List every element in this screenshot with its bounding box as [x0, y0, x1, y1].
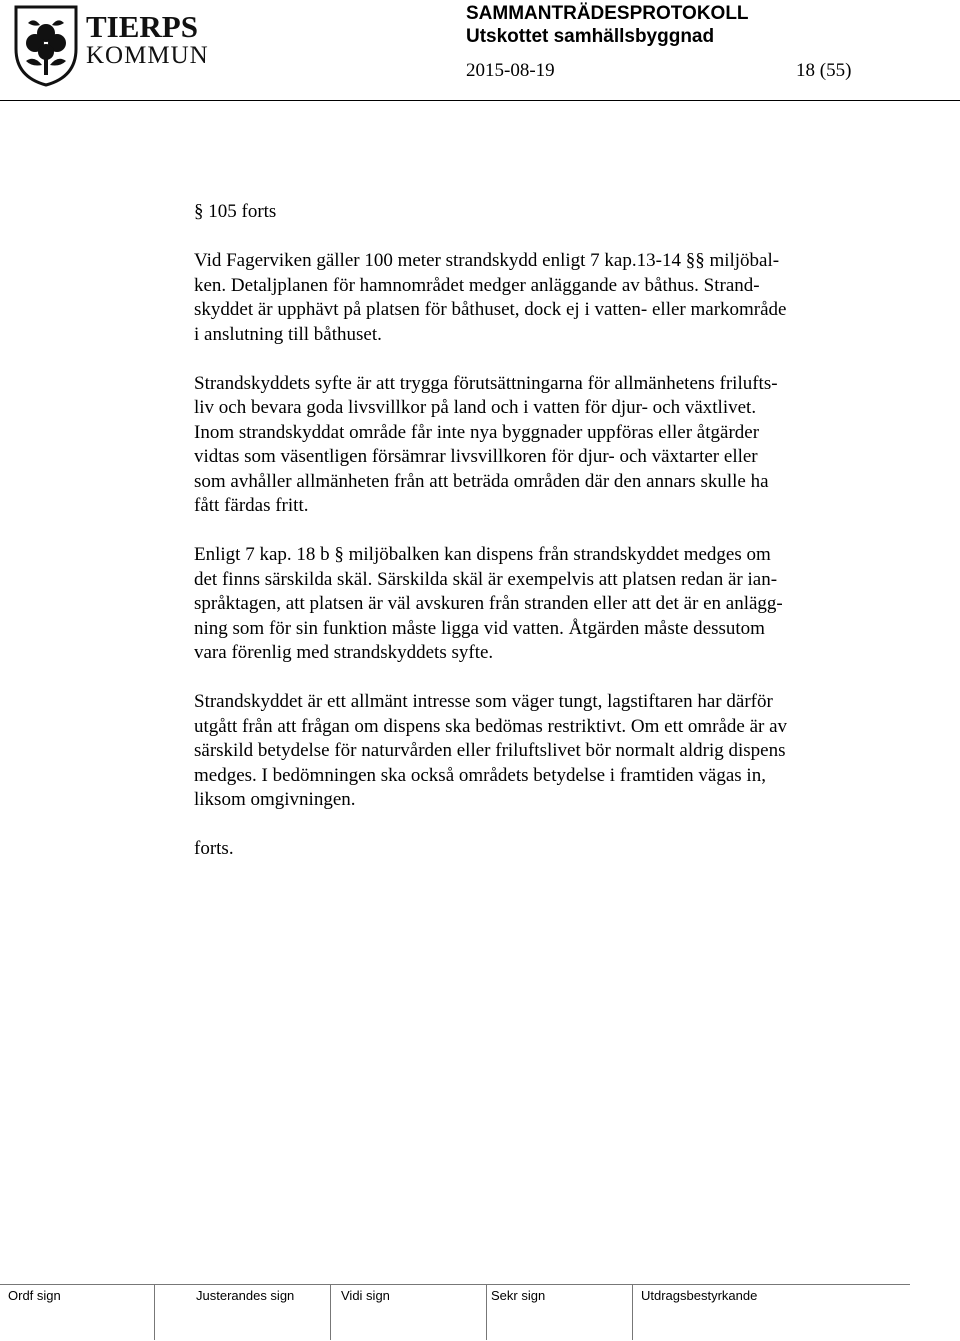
- document-title: SAMMANTRÄDESPROTOKOLL: [466, 3, 749, 24]
- text-line: Vid Fagerviken gäller 100 meter strandskydd enligt 7 kap.13-14 §§ miljöbal-: [194, 250, 780, 271]
- text-line: i anslutning till båthuset.: [194, 323, 382, 345]
- paragraph-dispensation: [194, 543, 874, 666]
- footer-label: Utdragsbestyrkande: [641, 1288, 758, 1303]
- text-line: särskild betydelse för naturvården eller friluftslivet bör normalt aldrig dispens: [194, 740, 786, 761]
- footer-cell-vidi-sign: [330, 1285, 486, 1340]
- text-line: liksom omgivningen.: [194, 789, 356, 810]
- text-line: vidtas som väsentligen försämrar livsvillkoren för djur- och växtarter eller: [194, 446, 758, 467]
- text-line: fått färdas fritt.: [194, 495, 309, 516]
- text-line: ning som för sin funktion måste ligga vid vatten. Åtgärden måste dessutom: [194, 617, 765, 639]
- text-line: skyddet är upphävt på platsen för båthuset, dock ej i vatten- eller markområde: [194, 299, 787, 320]
- text-line: som avhåller allmänheten från att beträda områden där den annars skulle ha: [194, 470, 769, 492]
- committee-name: Utskottet samhällsbyggnad: [466, 26, 715, 47]
- signature-footer: [0, 1284, 910, 1340]
- footer-cell-secretary-sign: [486, 1285, 632, 1340]
- text-line: utgått från att frågan om dispens ska bedömas restriktivt. Om ett område är av: [194, 715, 788, 737]
- text-line: språktagen, att platsen är väl avskuren från stranden eller att det är en anlägg-: [194, 593, 783, 614]
- paragraph-public-interest: [194, 690, 874, 813]
- meeting-date: 2015-08-19: [466, 60, 555, 81]
- footer-cell-adjuster-sign: [154, 1285, 330, 1340]
- text-line: ken. Detaljplanen för hamnområdet medger anläggande av båthus. Strand-: [194, 274, 760, 296]
- header-divider: [0, 100, 960, 101]
- text-line: det finns särskilda skäl. Särskilda skäl är exempelvis att platsen redan är ian-: [194, 568, 778, 590]
- footer-label: Sekr sign: [491, 1288, 546, 1303]
- footer-cell-extract-certification: [632, 1285, 910, 1340]
- logo-text-line1: TIERPS: [86, 9, 198, 44]
- continued-note: [194, 837, 874, 862]
- footer-cell-chair-sign: [0, 1285, 154, 1340]
- text-line: Strandskyddets syfte är att trygga förutsättningarna för allmänhetens frilufts-: [194, 372, 778, 394]
- protocol-body: [194, 200, 874, 862]
- paragraph-purpose: [194, 372, 874, 519]
- footer-label: Vidi sign: [341, 1288, 390, 1303]
- text-line: Inom strandskyddat område får inte nya byggnader uppföras eller åtgärder: [194, 421, 760, 443]
- footer-label: Justerandes sign: [196, 1288, 295, 1303]
- municipality-logo: [10, 3, 220, 87]
- text-line: forts.: [194, 838, 234, 859]
- page-number: 18 (55): [796, 60, 852, 81]
- logo-text-line2: KOMMUN: [86, 42, 209, 69]
- paragraph-fagerviken: [194, 249, 874, 347]
- text-line: vara förenlig med strandskyddets syfte.: [194, 642, 494, 663]
- footer-label: Ordf sign: [8, 1288, 61, 1303]
- text-line: medges. I bedömningen ska också områdets betydelse i framtiden vägas in,: [194, 764, 766, 786]
- text-line: Enligt 7 kap. 18 b § miljöbalken kan dispens från strandskyddet medges om: [194, 544, 771, 565]
- coat-of-arms-icon: [10, 3, 220, 87]
- text-line: liv och bevara goda livsvillkor på land och i vatten för djur- och växtlivet.: [194, 397, 757, 418]
- text-line: Strandskyddet är ett allmänt intresse som väger tungt, lagstiftaren har därför: [194, 691, 773, 712]
- section-heading: § 105 forts: [194, 201, 277, 222]
